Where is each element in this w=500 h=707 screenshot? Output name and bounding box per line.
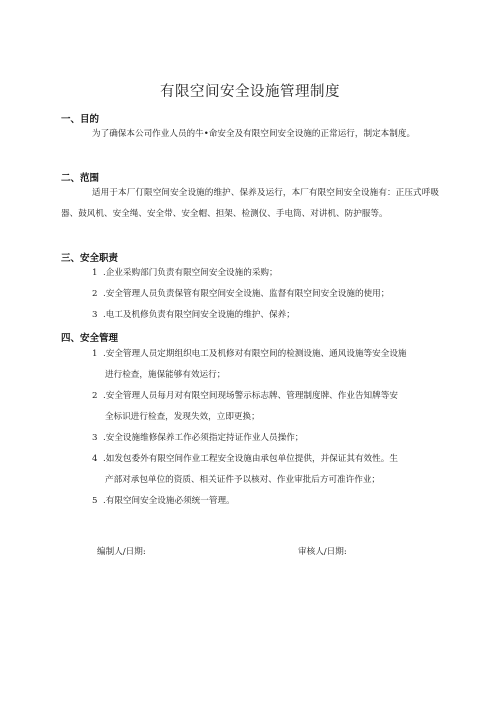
prepared-by-label: 编制人/日期: bbox=[97, 547, 146, 557]
section-heading-scope: 二、范围 bbox=[61, 173, 100, 184]
section-heading-responsibilities: 三、安全职责 bbox=[61, 253, 119, 264]
item-text-line1: .有限空间安全设施必须统一管理。 bbox=[103, 496, 235, 506]
item-number: 1 bbox=[92, 349, 98, 359]
section-paragraph-scope: 适用于本厂仃限空间安全设施的维护、保养及运行，本厂有限空间安全设施有：正压式呼吸器、鼓风机、安全绳、安全带、安全帽、担架、检测仪、手电筒、对讲机、防护服等。 bbox=[61, 188, 439, 219]
list-item bbox=[92, 428, 440, 449]
item-text: .电工及机修负责有限空间安全设施的维护、保养； bbox=[103, 310, 295, 320]
list-item bbox=[92, 491, 440, 512]
item-text-line1: .安全设施维修保养工作必须指定持证作业人员操作； bbox=[103, 433, 304, 443]
item-number: 4 bbox=[92, 454, 98, 464]
list-item bbox=[92, 305, 440, 326]
item-text-line2: 全标识进行检查，发现失效，立即更换； bbox=[105, 412, 260, 422]
item-number: 3 bbox=[92, 433, 98, 443]
item-text-line2: 进行检查，施保能够有效运行； bbox=[105, 370, 226, 380]
item-text-line1: .安全管理人员每月对有限空间现场警示标志牌、管理制度牌、作业告知牌等安 bbox=[103, 391, 398, 401]
item-text-line1: .安全管理人员定期组织电工及机修对有限空间的检测设施、通风设施等安全设施 bbox=[103, 349, 407, 359]
list-item bbox=[92, 263, 440, 284]
item-text: .安全管理人员负责保管有限空间安全设施、监督有限空间安全设施的使用； bbox=[103, 289, 390, 299]
section-heading-purpose: 一、目的 bbox=[61, 114, 100, 125]
list-item bbox=[92, 284, 440, 305]
item-number: 5 bbox=[92, 496, 98, 506]
document-title: 有限空间安全设施管理制度 bbox=[160, 84, 340, 100]
item-text-line2: 产部对承包单位的资质、相关证件予以核对、作业审批后方可准许作业； bbox=[105, 475, 381, 485]
item-number: 1 bbox=[92, 268, 98, 278]
item-number: 2 bbox=[92, 289, 98, 299]
item-text: .企业采购部门负责有限空间安全设施的采购； bbox=[103, 268, 278, 278]
item-number: 2 bbox=[92, 391, 98, 401]
item-text-line1: .如发包委外有限空间作业工程安全设施由承包单位提供，并保证其有效性。生 bbox=[103, 454, 398, 464]
list-item bbox=[92, 449, 440, 491]
list-item bbox=[92, 344, 440, 386]
list-item bbox=[92, 386, 440, 428]
section-paragraph-purpose: 为了确保本公司作业人员的牛•命安全及有限空间安全设施的正常运行，制定本制度。 bbox=[92, 129, 416, 139]
section-heading-management: 四、安全管理 bbox=[61, 333, 119, 344]
item-number: 3 bbox=[92, 310, 98, 320]
reviewed-by-label: 审核人/日期: bbox=[298, 547, 347, 557]
